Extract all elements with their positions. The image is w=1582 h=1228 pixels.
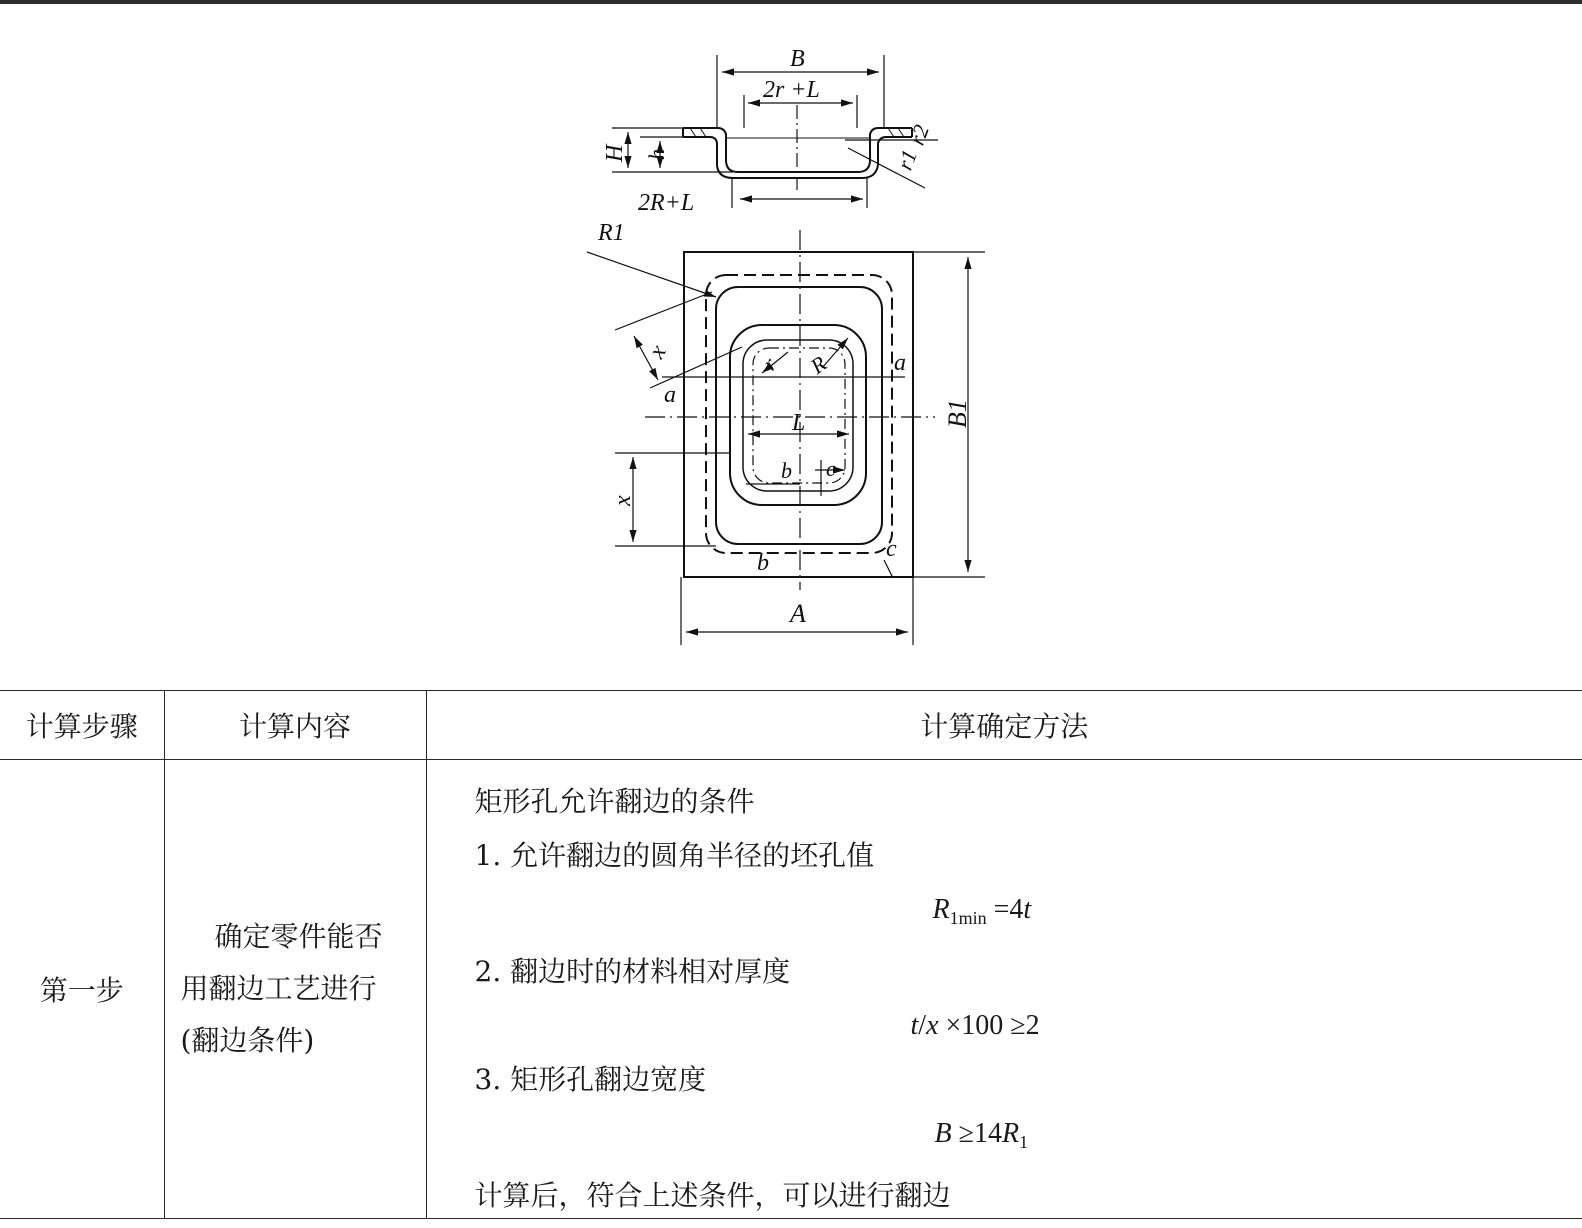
header-method: 计算确定方法 [426, 691, 1582, 760]
content-line-2: 用翻边工艺进行 [180, 972, 377, 1005]
label-L: L [792, 410, 806, 436]
label-b-bottom: b [757, 550, 769, 576]
label-r2: r2 [903, 121, 934, 149]
method-item-2: 2. 翻边时的材料相对厚度 [474, 955, 791, 988]
formula-thickness: t/x ×100 ≥2 [910, 1010, 1040, 1041]
rectangular-flange-drawing [560, 30, 1000, 650]
label-a-right: a [894, 350, 906, 376]
method-intro: 矩形孔允许翻边的条件 [474, 785, 755, 818]
table-row [0, 760, 1582, 1219]
header-step: 计算步骤 [0, 691, 164, 760]
label-2r-plus-L: 2r +L [763, 77, 820, 103]
cell-step: 第一步 [0, 760, 164, 1219]
formula-width: $B \ge 14R_1$ [934, 1118, 1029, 1152]
label-b-inner: b [781, 458, 792, 483]
label-h: h [644, 149, 669, 160]
label-R: R [805, 350, 832, 379]
cell-method [426, 760, 1582, 1219]
header-content: 计算内容 [164, 691, 426, 760]
label-r1: r1 [891, 146, 922, 174]
label-c-inner: c [826, 456, 836, 481]
label-x-diagonal: x [643, 340, 672, 363]
label-R1: R1 [598, 220, 625, 246]
cell-content [164, 760, 426, 1219]
formula-r1min: $R_{1min} =4t$ [932, 894, 1032, 928]
label-c-corner: c [886, 536, 897, 562]
content-line-1: 确定零件能否 [214, 920, 383, 953]
top-rule [0, 0, 1582, 4]
label-r: r [756, 352, 782, 375]
method-item-1: 1. 允许翻边的圆角半径的坯孔值 [474, 839, 875, 872]
calculation-table [0, 690, 1582, 1219]
label-B1: B1 [943, 399, 972, 428]
content-line-3: (翻边条件) [180, 1024, 315, 1057]
table-header-row [0, 691, 1582, 760]
method-conclusion: 计算后，符合上述条件，可以进行翻边 [474, 1179, 951, 1212]
label-a-left: a [664, 382, 676, 408]
label-2R-plus-L: 2R+L [638, 190, 695, 216]
label-H: H [602, 144, 628, 162]
method-item-3: 3. 矩形孔翻边宽度 [474, 1063, 707, 1096]
label-A: A [790, 599, 806, 628]
label-x-side: x [610, 495, 636, 506]
label-B: B [790, 46, 805, 72]
